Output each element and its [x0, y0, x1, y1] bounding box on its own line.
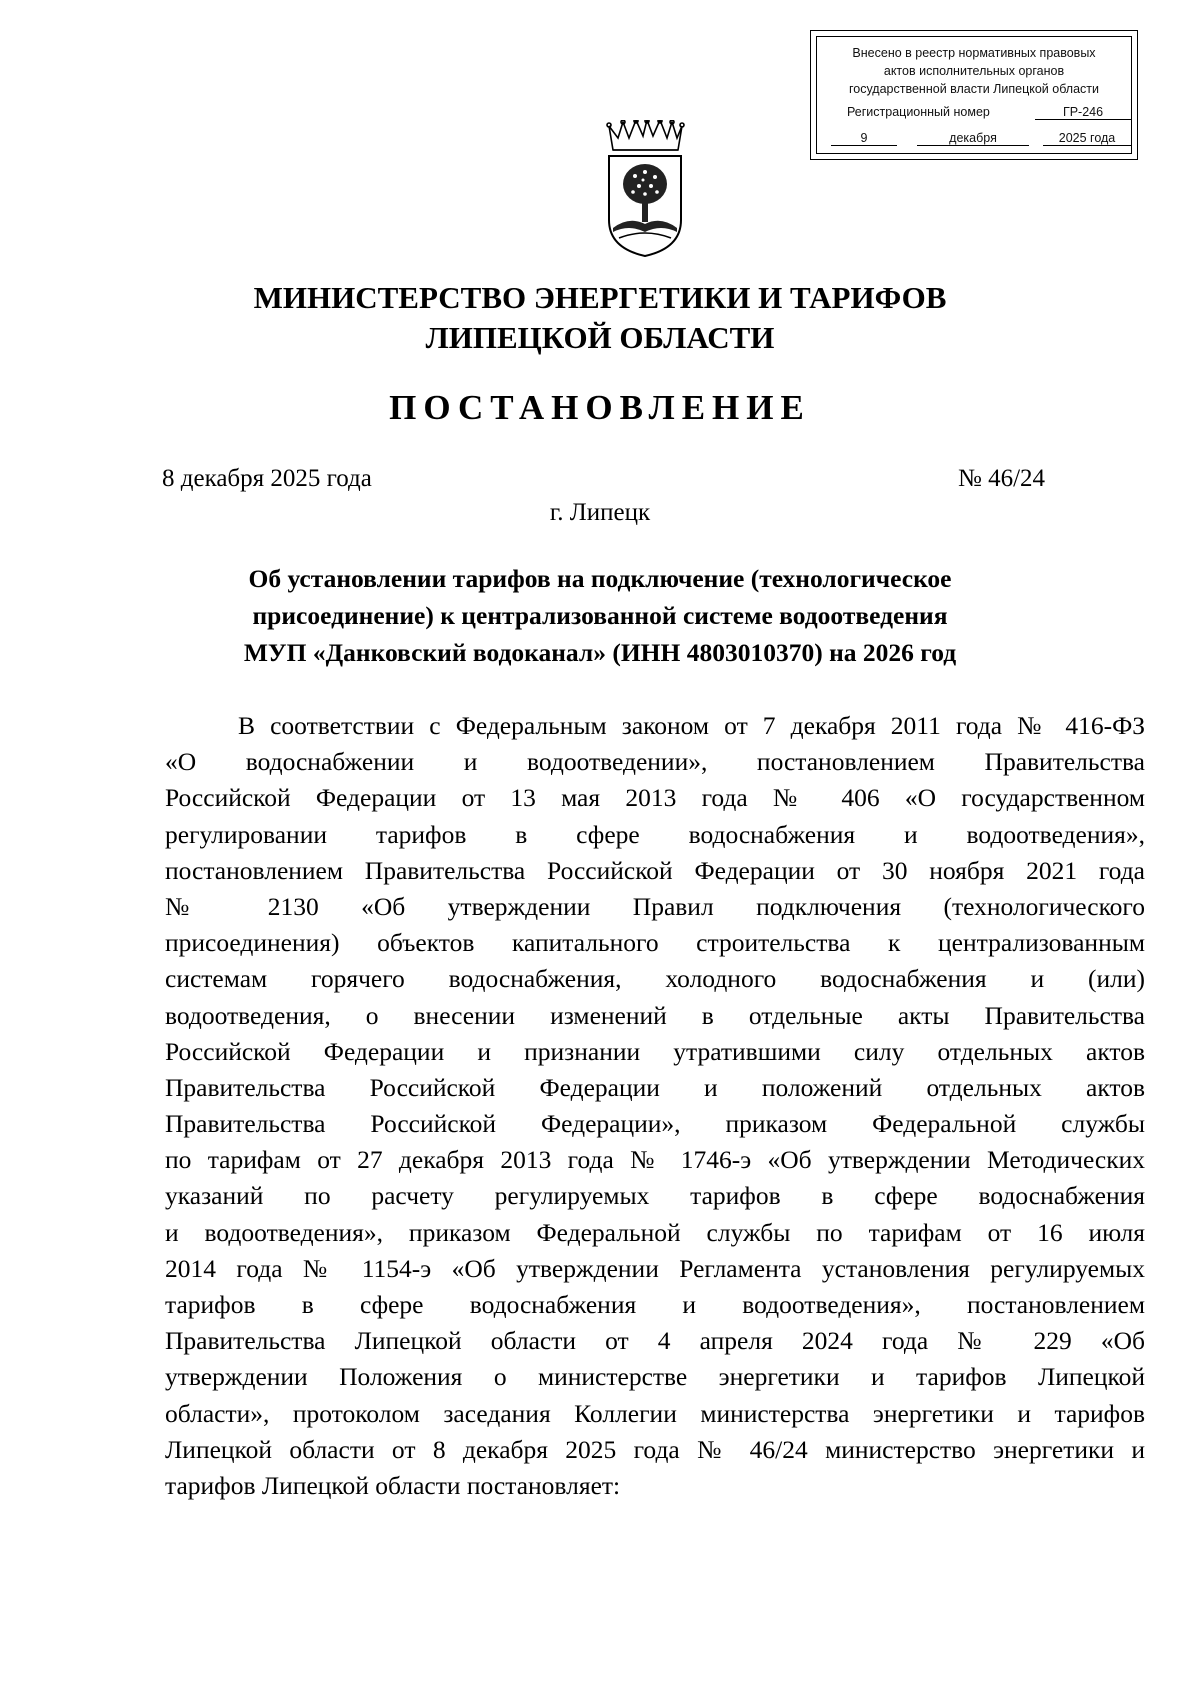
stamp-month: декабря: [917, 131, 1029, 146]
preamble-line: утверждении Положения о министерстве энергетики и тарифов Липецкой: [165, 1362, 1145, 1392]
preamble-line: указаний по расчету регулируемых тарифов в сфере водоснабжения: [165, 1181, 1145, 1211]
ministry-title-line-2: ЛИПЕЦКОЙ ОБЛАСТИ: [425, 320, 775, 355]
preamble-line: области», протоколом заседания Коллегии министерства энергетики и тарифов: [165, 1398, 1145, 1428]
ministry-title-line-1: МИНИСТЕРСТВО ЭНЕРГЕТИКИ И ТАРИФОВ: [253, 280, 947, 315]
document-number: № 46/24: [958, 465, 1046, 492]
preamble-line: тарифов в сфере водоснабжения и водоотведения», постановлением: [165, 1290, 1145, 1319]
preamble-line: тарифов Липецкой области постановляет:: [165, 1470, 621, 1500]
preamble-line: регулировании тарифов в сфере водоснабжения и водоотведения»,: [165, 819, 1145, 849]
preamble-line: Липецкой области от 8 декабря 2025 года № 46/24 министерство энергетики и: [165, 1434, 1145, 1464]
subject-line-1: Об установлении тарифов на подключение (технологическое: [248, 564, 952, 593]
registry-stamp: [810, 30, 1138, 160]
preamble-line: Правительства Российской Федерации и положений отдельных актов: [165, 1072, 1145, 1102]
preamble-line: Правительства Российской Федерации», приказом Федеральной службы: [165, 1109, 1145, 1139]
stamp-year: 2025 года: [1043, 131, 1131, 146]
document-city: г. Липецк: [549, 499, 651, 526]
stamp-day: 9: [831, 131, 897, 146]
stamp-line-1: Внесено в реестр нормативных правовых: [852, 46, 1096, 60]
stamp-line-2: актов исполнительных органов: [883, 64, 1065, 78]
preamble-line: по тарифам от 27 декабря 2013 года № 1746-э «Об утверждении Методических: [165, 1145, 1145, 1175]
preamble-line: Российской Федерации и признании утратившими силу отдельных актов: [165, 1036, 1145, 1066]
stamp-reg-label: Регистрационный номер: [847, 105, 990, 119]
ministry-title: [0, 278, 1200, 358]
preamble-line: Правительства Липецкой области от 4 апреля 2024 года № 229 «Об: [165, 1326, 1145, 1356]
preamble-line: «О водоснабжении и водоотведении», постановлением Правительства: [165, 747, 1145, 777]
lipetsk-coat-of-arms-icon: [605, 120, 685, 258]
preamble-paragraph: [165, 708, 1145, 1504]
subject-line-3: МУП «Данковский водоканал» (ИНН 4803010370) на 2026 год: [243, 638, 957, 667]
document-date: 8 декабря 2025 года: [162, 465, 372, 492]
subject-line-2: присоединение) к централизованной системе водоотведения: [252, 601, 948, 630]
preamble-line: постановлением Правительства Российской Федерации от 30 ноября 2021 года: [165, 855, 1145, 885]
preamble-line: присоединения) объектов капитального строительства к централизованным: [165, 928, 1145, 958]
preamble-line: и водоотведения», приказом Федеральной службы по тарифам от 16 июля: [165, 1217, 1145, 1247]
stamp-reg-number: ГР-246: [1035, 105, 1131, 120]
stamp-line-3: государственной власти Липецкой области: [848, 82, 1100, 96]
document-subject: [160, 560, 1040, 671]
registry-stamp-inner-border: [816, 36, 1132, 154]
preamble-line: системам горячего водоснабжения, холодного водоснабжения и (или): [165, 964, 1145, 994]
preamble-line: 2014 года № 1154-э «Об утверждении Регламента установления регулируемых: [165, 1253, 1145, 1283]
preamble-line: Российской Федерации от 13 мая 2013 года № 406 «О государственном: [165, 783, 1145, 813]
preamble-line: В соответствии с Федеральным законом от 7 декабря 2011 года № 416-ФЗ: [238, 711, 1145, 740]
preamble-line: водоотведения, о внесении изменений в отдельные акты Правительства: [165, 1000, 1145, 1030]
preamble-line: № 2130 «Об утверждении Правил подключения (технологического: [165, 891, 1145, 921]
document-type-title: ПОСТАНОВЛЕНИЕ: [389, 388, 811, 427]
